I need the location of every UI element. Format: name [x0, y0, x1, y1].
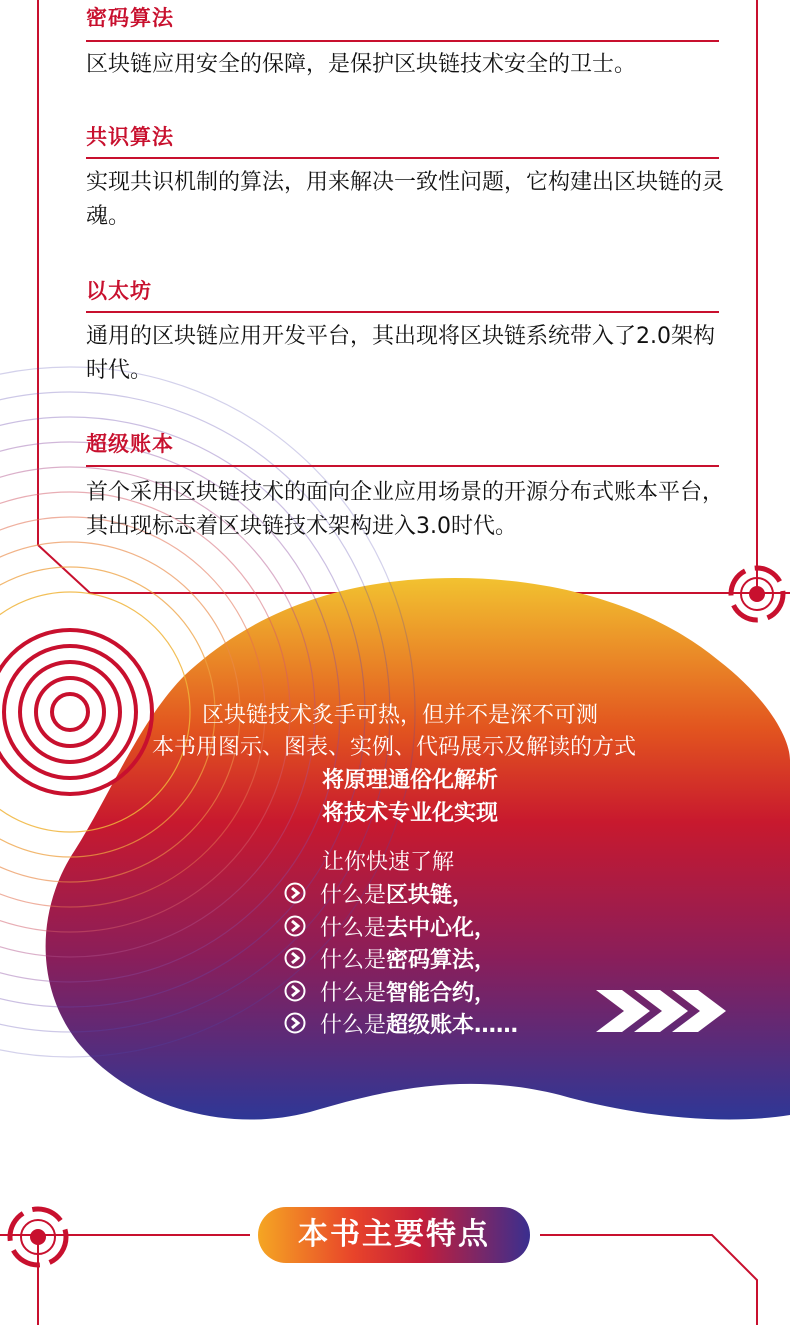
bold-rings [0, 630, 152, 794]
list-item [284, 943, 496, 973]
term-underline [86, 40, 719, 42]
intro-line-2: 本书用图示、图表、实例、代码展示及解读的方式 [152, 735, 637, 760]
item-prefix: 什么是 [320, 947, 387, 973]
section-title: 本书主要特点 [298, 1217, 490, 1252]
item-prefix: 什么是 [320, 1012, 387, 1038]
intro-line-1: 区块链技术炙手可热，但并不是深不可测 [202, 703, 599, 728]
list-item [284, 878, 474, 908]
term-description: 通用的区块链应用开发平台，其出现将区块链系统带入了2.0架构时代。 [86, 324, 715, 383]
term-description: 实现共识机制的算法，用来解决一致性问题，它构建出区块链的灵魂。 [86, 170, 725, 229]
chevron-circle-icon [284, 947, 306, 969]
intro-bold-1: 将原理通俗化解析 [322, 768, 499, 793]
list-item [284, 1008, 518, 1038]
item-prefix: 什么是 [320, 980, 387, 1006]
term-description: 首个采用区块链技术的面向企业应用场景的开源分布式账本平台，其出现标志着区块链技术架构进入3.0时代。 [86, 480, 725, 539]
term-title: 以太坊 [86, 279, 152, 303]
term-description: 区块链应用安全的保障，是保护区块链技术安全的卫士。 [86, 52, 637, 77]
item-prefix: 什么是 [320, 915, 387, 941]
intro-bold-2: 将技术专业化实现 [322, 801, 499, 826]
item-keyword: 去中心化， [386, 915, 497, 941]
item-keyword: 超级账本…… [386, 1012, 519, 1038]
term-title: 共识算法 [86, 125, 174, 149]
section-title-pill [258, 1207, 530, 1263]
item-keyword: 区块链， [386, 882, 475, 908]
list-item [284, 976, 496, 1006]
term-title: 密码算法 [86, 6, 174, 30]
item-prefix: 什么是 [320, 882, 387, 908]
term-title: 超级账本 [86, 432, 174, 456]
chevron-circle-icon [284, 882, 306, 904]
term-underline [86, 465, 719, 467]
chevron-circle-icon [284, 980, 306, 1002]
chevron-circle-icon [284, 1012, 306, 1034]
list-item [284, 911, 496, 941]
chevron-circle-icon [284, 915, 306, 937]
item-keyword: 密码算法， [386, 947, 497, 973]
term-underline [86, 311, 719, 313]
item-keyword: 智能合约， [386, 980, 497, 1006]
term-underline [86, 157, 719, 159]
intro-lead: 让你快速了解 [322, 850, 455, 875]
